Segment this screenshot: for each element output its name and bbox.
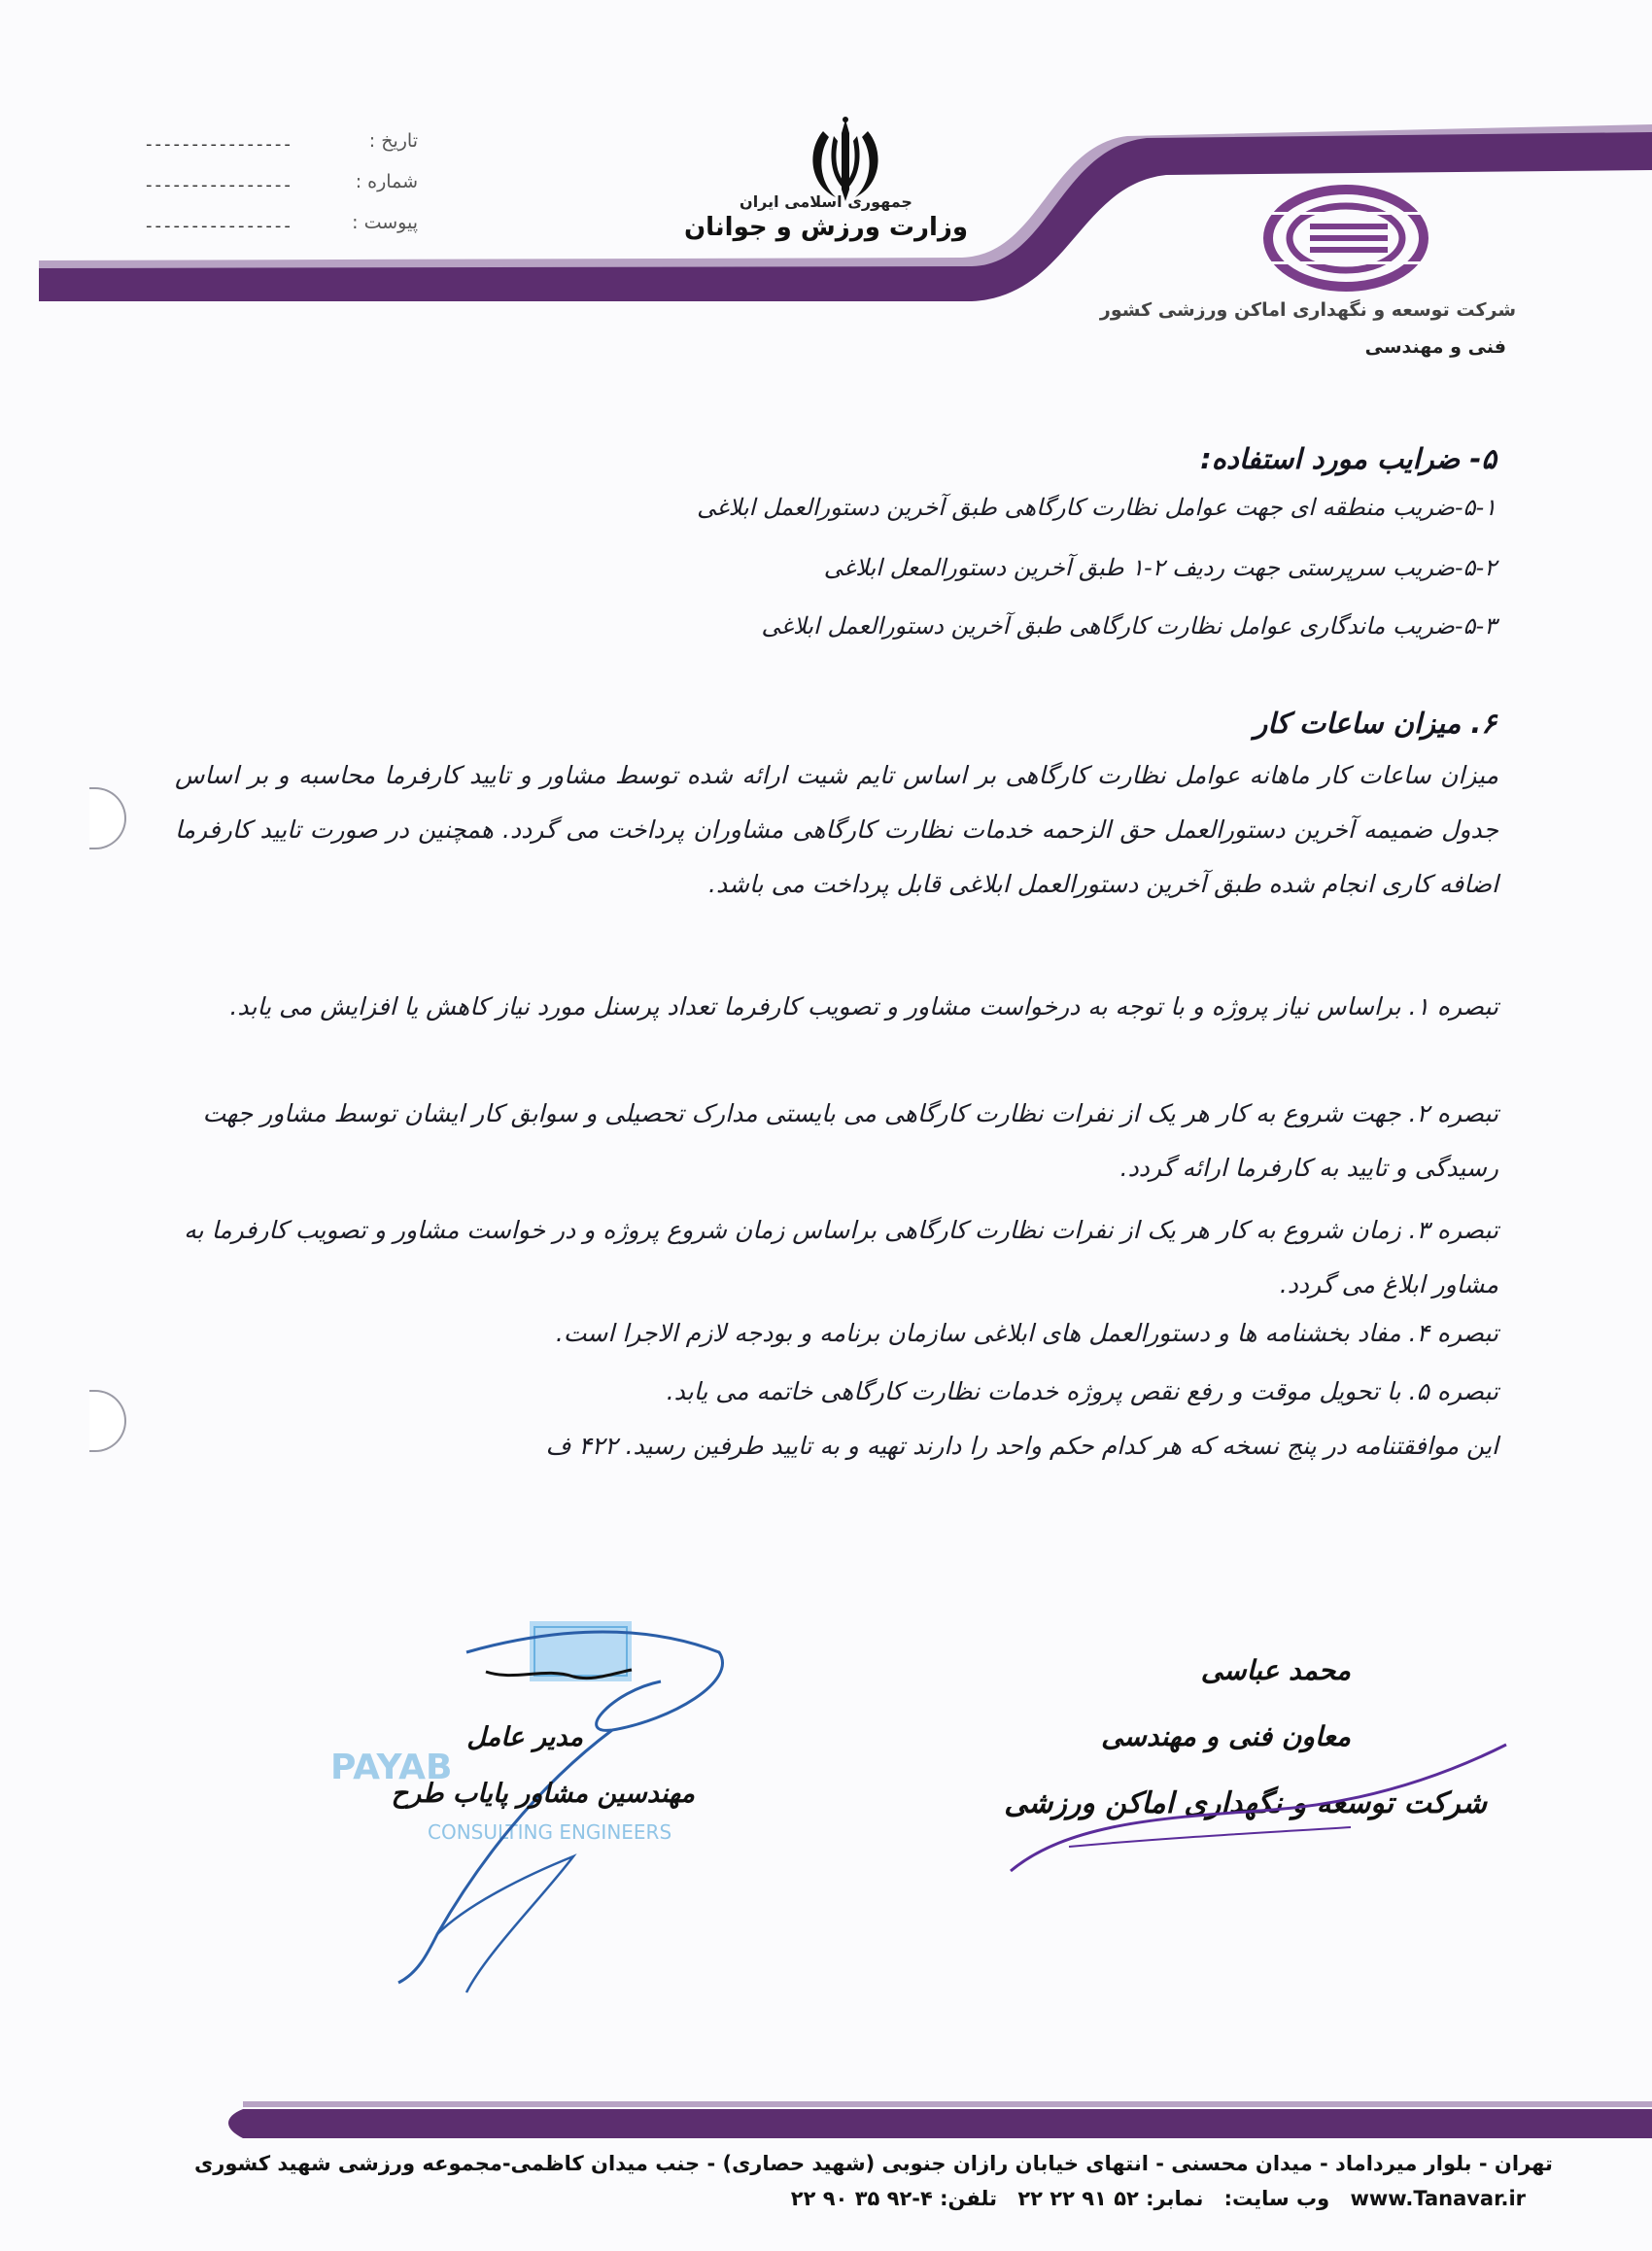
left-signer-org: مهندسین مشاور پایاب طرح — [391, 1779, 695, 1809]
company-logo-icon — [1263, 185, 1428, 292]
section6-body: میزان ساعات کار ماهانه عوامل نظارت کارگاهی بر اساس تایم شیت ارائه شده توسط مشاور و تایید کارفرما محاسبه و بر اساس جدول ضمیمه آخرین دستورالعمل حق الزحمه خدمات نظارت کارگاهی مشاوران پرداخت می گردد. همچنین در صورت تایید کارفرما اضافه کاری انجام شده طبق آخرین دستورالعمل ابلاغی قابل پرداخت می باشد. — [175, 761, 1498, 898]
note-item: تبصره ۴. مفاد بخشنامه ها و دستورالعمل های ابلاغی سازمان برنامه و بودجه لازم الاجرا است. — [555, 1319, 1498, 1347]
number-label: شماره : — [355, 171, 418, 192]
right-signer-name: محمد عباسی — [1200, 1654, 1351, 1686]
republic-name: جمهوری اسلامی ایران — [740, 192, 912, 211]
coefficient-item: ۵-۳-ضریب ماندگاری عوامل نظارت کارگاهی طبق آخرین دستورالعمل ابلاغی — [761, 612, 1497, 640]
footer-fax: نمابر: ۵۲ ۹۱ ۲۲ ۲۲ — [1017, 2187, 1204, 2210]
note-item: تبصره ۳. زمان شروع به کار هر یک از نفرات نظارت کارگاهی براساس زمان شروع پروژه و در خواست مشاور و تصویب کارفرما به مشاور ابلاغ می گردد. — [184, 1216, 1498, 1299]
svg-text:CONSULTING ENGINEERS: CONSULTING ENGINEERS — [428, 1820, 672, 1844]
date-field: ---------------- تاریخ : — [146, 130, 418, 155]
left-signer-title: مدیر عامل — [466, 1722, 583, 1752]
hole-punch — [89, 787, 126, 849]
right-signer-org: شرکت توسعه و نگهداری اماکن ورزشی — [1004, 1786, 1487, 1820]
hole-punch — [89, 1390, 126, 1452]
footer-website-label: وب سایت: — [1223, 2187, 1330, 2210]
note-item: تبصره ۵. با تحویل موقت و رفع نقص پروژه خدمات نظارت کارگاهی خاتمه می یابد. — [666, 1377, 1498, 1405]
footer-contact — [525, 2187, 1526, 2210]
note-item: تبصره ۱. براساس نیاز پروژه و با توجه به درخواست مشاور و تصویب کارفرما تعداد پرسنل مورد نیاز کاهش یا افزایش می یابد. — [229, 992, 1498, 1021]
attachment-label: پیوست : — [352, 212, 418, 233]
section5-title: ۵- ضرایب مورد استفاده: — [1200, 442, 1497, 475]
coefficient-item: ۵-۲-ضریب سرپرستی جهت ردیف ۲-۱ طبق آخرین دستورالمعل ابلاغی — [823, 554, 1497, 581]
footer-band — [0, 2070, 1652, 2206]
ministry-name: وزارت ورزش و جوانان — [683, 213, 969, 242]
coefficient-item: ۵-۱-ضریب منطقه ای جهت عوامل نظارت کارگاهی طبق آخرین دستورالعمل ابلاغی — [697, 494, 1497, 521]
closing-statement: این موافقتنامه در پنج نسخه که هر کدام حکم واحد را دارند تهیه و به تایید طرفین رسید. ۴۲۲ ف — [545, 1432, 1498, 1460]
footer-phone: تلفن: ۴-۹۲ ۳۵ ۹۰ ۲۲ — [790, 2187, 998, 2210]
svg-text:PAYAB: PAYAB — [330, 1748, 453, 1787]
number-field: ---------------- شماره : — [146, 171, 418, 195]
department-name: فنی و مهندسی — [1364, 336, 1506, 358]
right-signature-graphic — [981, 1730, 1526, 1886]
section6-title: ۶. میزان ساعات کار — [1254, 707, 1497, 740]
date-label: تاریخ : — [368, 130, 418, 152]
footer-website: www.Tanavar.ir — [1350, 2187, 1526, 2210]
footer-address: تهران - بلوار میرداماد - میدان محسنی - انتهای خیابان رازان جنوبی (شهید حصاری) - جنب میدان کاظمی-مجموعه ورزشی شهید کشوری — [194, 2152, 1553, 2175]
company-name: شرکت توسعه و نگهداری اماکن ورزشی کشور — [1099, 299, 1516, 321]
attachment-field: ---------------- پیوست : — [146, 212, 418, 236]
right-signer-title: معاون فنی و مهندسی — [1101, 1720, 1351, 1752]
ministry-block — [680, 192, 972, 242]
note-item: تبصره ۲. جهت شروع به کار هر یک از نفرات نظارت کارگاهی می بایستی مدارک تحصیلی و سوابق کار ایشان توسط مشاور جهت رسیدگی و تایید به کارفرما ارائه گردد. — [202, 1099, 1498, 1182]
